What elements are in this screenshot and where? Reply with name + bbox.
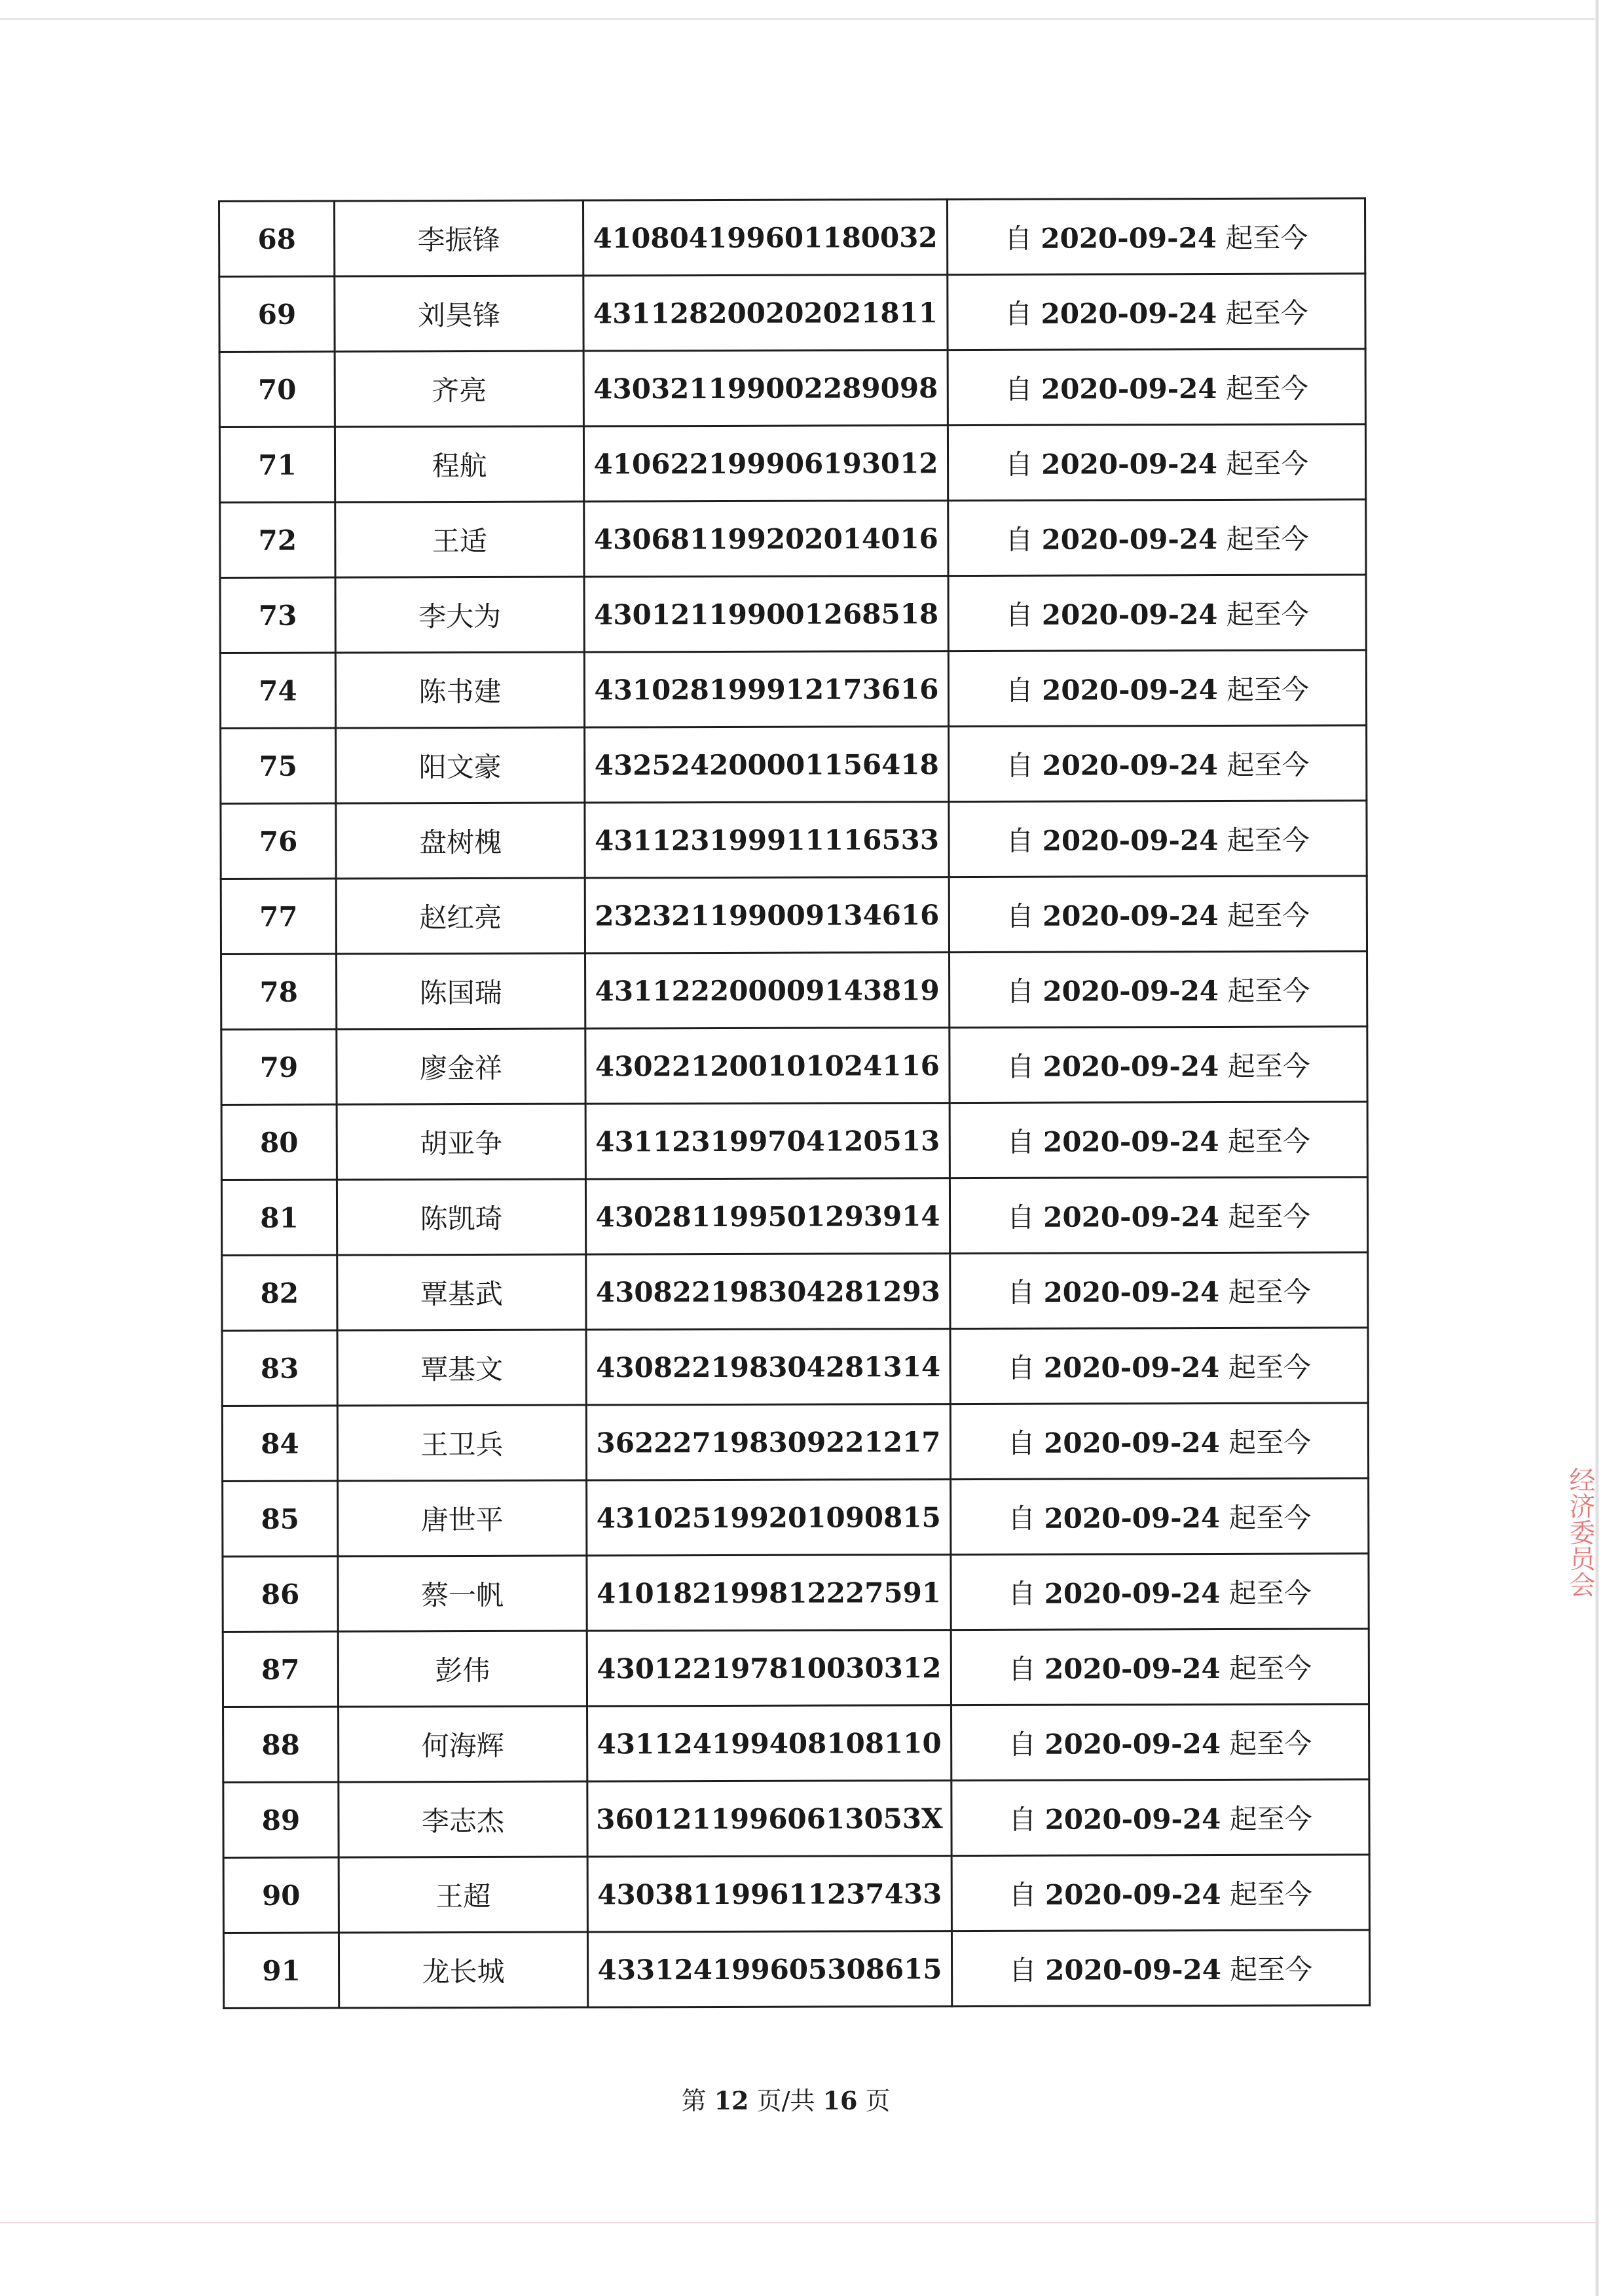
id-number-cell: 431123199911116533 [585, 802, 949, 878]
id-number-cell: 410182199812227591 [587, 1555, 951, 1631]
id-number-cell: 430122197810030312 [587, 1630, 951, 1706]
table-row [222, 1403, 1368, 1482]
period-prefix: 自 [1005, 373, 1033, 405]
period-suffix: 起至今 [1225, 372, 1309, 405]
period-suffix: 起至今 [1226, 598, 1309, 630]
table-row [222, 1328, 1368, 1406]
table-row [219, 424, 1365, 503]
period-cell [949, 725, 1367, 802]
period-start-date: 2020-09-24 [1044, 1502, 1221, 1535]
period-suffix: 起至今 [1227, 1049, 1310, 1082]
id-number-cell: 362227198309221217 [586, 1404, 950, 1480]
period-cell [951, 1930, 1369, 2007]
period-cell [948, 198, 1365, 275]
name-cell: 齐亮 [335, 351, 583, 427]
period-suffix: 起至今 [1227, 974, 1310, 1007]
row-number-cell: 85 [223, 1481, 338, 1556]
row-number-cell: 75 [221, 728, 336, 803]
period-start-date: 2020-09-24 [1041, 373, 1217, 405]
period-prefix: 自 [1005, 749, 1034, 782]
period-start-date: 2020-09-24 [1042, 900, 1219, 932]
period-cell [948, 424, 1365, 501]
period-start-date: 2020-09-24 [1044, 1652, 1221, 1685]
period-start-date: 2020-09-24 [1041, 448, 1217, 481]
period-suffix: 起至今 [1230, 1953, 1313, 1986]
period-start-date: 2020-09-24 [1043, 1050, 1219, 1083]
table-row [221, 951, 1367, 1030]
row-number-cell: 82 [222, 1255, 337, 1330]
id-number-cell: 36012119960613053X [587, 1781, 951, 1857]
row-number-cell: 88 [223, 1707, 339, 1782]
period-cell [950, 1102, 1367, 1178]
period-prefix: 自 [1005, 297, 1033, 330]
name-cell: 龙长城 [339, 1932, 587, 2008]
period-suffix: 起至今 [1227, 748, 1310, 781]
period-cell [951, 1779, 1369, 1856]
period-cell [949, 876, 1367, 953]
period-suffix: 起至今 [1228, 1576, 1312, 1609]
period-suffix: 起至今 [1229, 1802, 1312, 1835]
period-suffix: 起至今 [1227, 1125, 1311, 1157]
row-number-cell: 72 [220, 502, 335, 577]
name-cell: 李大为 [335, 577, 584, 653]
id-number-cell: 410622199906193012 [583, 426, 948, 501]
table-row [219, 274, 1365, 352]
period-prefix: 自 [1008, 1878, 1037, 1911]
table-row [223, 1855, 1369, 1933]
period-start-date: 2020-09-24 [1044, 1802, 1221, 1836]
period-cell [951, 1554, 1369, 1630]
name-cell: 王适 [335, 501, 584, 577]
period-start-date: 2020-09-24 [1043, 1201, 1219, 1233]
period-start-date: 2020-09-24 [1042, 674, 1218, 706]
period-prefix: 自 [1008, 1577, 1036, 1610]
row-number-cell: 77 [221, 879, 336, 954]
id-number-cell: 431028199912173616 [584, 651, 948, 727]
id-number-cell: 430321199002289098 [583, 350, 948, 426]
table-row [223, 1629, 1369, 1707]
table-row [221, 1177, 1367, 1256]
footer-prefix: 第 [681, 2086, 707, 2115]
period-cell [951, 1478, 1369, 1555]
id-number-cell: 431025199201090815 [587, 1480, 951, 1556]
period-start-date: 2020-09-24 [1043, 1351, 1220, 1384]
name-cell: 刘昊锋 [335, 276, 583, 352]
period-cell [948, 650, 1366, 727]
period-suffix: 起至今 [1227, 824, 1310, 856]
id-number-cell: 430822198304281293 [586, 1254, 950, 1330]
table-row [223, 1930, 1369, 2009]
row-number-cell: 74 [220, 653, 335, 728]
page-right-edge [1595, 0, 1599, 2296]
period-suffix: 起至今 [1226, 522, 1309, 555]
period-prefix: 自 [1008, 1954, 1037, 1986]
period-start-date: 2020-09-24 [1043, 1276, 1220, 1309]
period-cell [950, 1403, 1368, 1480]
period-suffix: 起至今 [1227, 899, 1310, 932]
table-row [223, 1704, 1369, 1783]
id-number-cell: 232321199009134616 [585, 877, 949, 953]
period-start-date: 2020-09-24 [1041, 222, 1217, 255]
period-prefix: 自 [1006, 1201, 1035, 1233]
roster-table [218, 197, 1371, 2009]
id-number-cell: 431123199704120513 [585, 1103, 950, 1179]
period-cell [948, 274, 1365, 350]
row-number-cell: 73 [220, 577, 335, 653]
period-cell [948, 575, 1366, 651]
period-cell [950, 951, 1367, 1028]
period-start-date: 2020-09-24 [1044, 1728, 1221, 1760]
period-suffix: 起至今 [1225, 221, 1308, 254]
id-number-cell: 431124199408108110 [587, 1705, 951, 1781]
footer-suffix: 页 [865, 2086, 891, 2115]
period-cell [949, 801, 1367, 877]
id-number-cell: 431128200202021811 [583, 275, 948, 351]
period-cell [948, 349, 1365, 426]
name-cell: 陈凯琦 [337, 1179, 585, 1255]
period-suffix: 起至今 [1228, 1351, 1311, 1383]
period-start-date: 2020-09-24 [1042, 824, 1219, 857]
name-cell: 王超 [339, 1857, 587, 1933]
period-start-date: 2020-09-24 [1041, 523, 1218, 556]
name-cell: 蔡一帆 [338, 1556, 587, 1631]
period-start-date: 2020-09-24 [1044, 1577, 1221, 1610]
row-number-cell: 87 [223, 1631, 338, 1707]
period-start-date: 2020-09-24 [1044, 1878, 1221, 1911]
period-start-date: 2020-09-24 [1043, 975, 1219, 1008]
id-number-cell: 410804199601180032 [583, 200, 948, 276]
period-start-date: 2020-09-24 [1041, 297, 1217, 330]
id-number-cell: 433124199605308615 [587, 1931, 951, 2007]
row-number-cell: 90 [223, 1857, 339, 1933]
page-bottom-edge [0, 2222, 1598, 2223]
name-cell: 李振锋 [335, 200, 583, 276]
name-cell: 陈国瑞 [337, 953, 585, 1029]
row-number-cell: 86 [223, 1556, 338, 1631]
period-suffix: 起至今 [1225, 297, 1308, 329]
period-suffix: 起至今 [1229, 1878, 1313, 1910]
row-number-cell: 76 [221, 803, 336, 879]
row-number-cell: 80 [221, 1104, 337, 1180]
name-cell: 唐世平 [338, 1480, 587, 1556]
table-row [221, 801, 1367, 879]
period-prefix: 自 [1006, 1050, 1035, 1083]
period-prefix: 自 [1005, 523, 1033, 556]
period-prefix: 自 [1008, 1502, 1036, 1535]
period-suffix: 起至今 [1228, 1275, 1311, 1308]
period-prefix: 自 [1005, 674, 1033, 706]
table-row [221, 1027, 1367, 1105]
row-number-cell: 84 [222, 1406, 337, 1481]
table-row [222, 1252, 1368, 1331]
roster-body [219, 198, 1370, 2009]
period-start-date: 2020-09-24 [1041, 598, 1218, 631]
id-number-cell: 430221200101024116 [585, 1028, 950, 1104]
period-prefix: 自 [1008, 1728, 1037, 1760]
row-number-cell: 69 [219, 276, 335, 352]
period-prefix: 自 [1006, 900, 1034, 932]
total-page-number: 16 [822, 2086, 858, 2115]
period-start-date: 2020-09-24 [1043, 1125, 1219, 1158]
table-row [221, 1102, 1367, 1180]
current-page-number: 12 [714, 2086, 749, 2115]
table-row [223, 1779, 1369, 1858]
name-cell: 胡亚争 [337, 1104, 585, 1180]
red-seal-fragment: 经济委员会 [1565, 1467, 1595, 1597]
period-start-date: 2020-09-24 [1044, 1427, 1220, 1459]
period-prefix: 自 [1008, 1652, 1036, 1685]
period-suffix: 起至今 [1227, 673, 1310, 706]
period-prefix: 自 [1005, 448, 1033, 481]
period-start-date: 2020-09-24 [1045, 1953, 1221, 1986]
period-prefix: 自 [1006, 824, 1034, 857]
row-number-cell: 91 [223, 1933, 339, 2008]
table-row [220, 575, 1366, 653]
period-suffix: 起至今 [1229, 1727, 1312, 1760]
name-cell: 盘树槐 [336, 803, 585, 879]
period-suffix: 起至今 [1228, 1652, 1312, 1685]
name-cell: 廖金祥 [337, 1029, 585, 1104]
period-cell [950, 1177, 1367, 1254]
row-number-cell: 70 [219, 352, 335, 427]
id-number-cell: 430822198304281314 [586, 1329, 950, 1405]
id-number-cell: 431122200009143819 [585, 953, 950, 1029]
period-suffix: 起至今 [1228, 1501, 1312, 1534]
period-cell [950, 1328, 1368, 1404]
period-cell [951, 1855, 1369, 1931]
period-prefix: 自 [1007, 1276, 1035, 1309]
period-prefix: 自 [1007, 1427, 1035, 1459]
name-cell: 王卫兵 [337, 1405, 586, 1481]
id-number-cell: 430121199001268518 [584, 576, 948, 652]
footer-middle: 页/共 [756, 2086, 815, 2115]
page-footer [0, 2081, 1572, 2117]
name-cell: 彭伟 [338, 1631, 587, 1707]
row-number-cell: 81 [221, 1180, 337, 1255]
period-start-date: 2020-09-24 [1042, 749, 1219, 782]
period-cell [948, 500, 1366, 576]
name-cell: 赵红亮 [336, 878, 585, 954]
period-cell [951, 1704, 1369, 1781]
name-cell: 陈书建 [335, 652, 584, 728]
name-cell: 程航 [335, 426, 583, 502]
row-number-cell: 78 [221, 954, 337, 1029]
period-suffix: 起至今 [1228, 1200, 1311, 1233]
period-suffix: 起至今 [1226, 447, 1309, 480]
period-cell [950, 1252, 1368, 1329]
name-cell: 覃基武 [337, 1254, 586, 1330]
id-number-cell: 430381199611237433 [587, 1856, 951, 1932]
period-prefix: 自 [1007, 1351, 1035, 1384]
table-row [223, 1554, 1369, 1632]
period-prefix: 自 [1006, 975, 1035, 1008]
id-number-cell: 430681199202014016 [584, 501, 948, 577]
name-cell: 李志杰 [339, 1781, 587, 1857]
name-cell: 阳文豪 [336, 727, 585, 803]
period-prefix: 自 [1004, 222, 1033, 255]
period-cell [950, 1027, 1367, 1103]
period-cell [951, 1629, 1369, 1705]
id-number-cell: 432524200001156418 [585, 727, 949, 803]
period-suffix: 起至今 [1228, 1426, 1312, 1459]
row-number-cell: 79 [221, 1029, 337, 1104]
id-number-cell: 430281199501293914 [585, 1178, 950, 1254]
table-row [220, 500, 1366, 578]
table-row [220, 650, 1366, 729]
table-row [223, 1478, 1369, 1557]
period-prefix: 自 [1005, 598, 1033, 631]
row-number-cell: 71 [219, 427, 335, 502]
period-prefix: 自 [1006, 1125, 1035, 1158]
table-row [221, 876, 1367, 955]
row-number-cell: 68 [219, 201, 335, 276]
table-row [219, 349, 1365, 428]
period-prefix: 自 [1008, 1803, 1037, 1836]
row-number-cell: 89 [223, 1782, 339, 1857]
row-number-cell: 83 [222, 1330, 337, 1406]
table-row [219, 198, 1365, 277]
name-cell: 何海辉 [339, 1706, 587, 1782]
name-cell: 覃基文 [337, 1330, 586, 1406]
page-top-edge [0, 18, 1598, 20]
table-row [221, 725, 1367, 804]
